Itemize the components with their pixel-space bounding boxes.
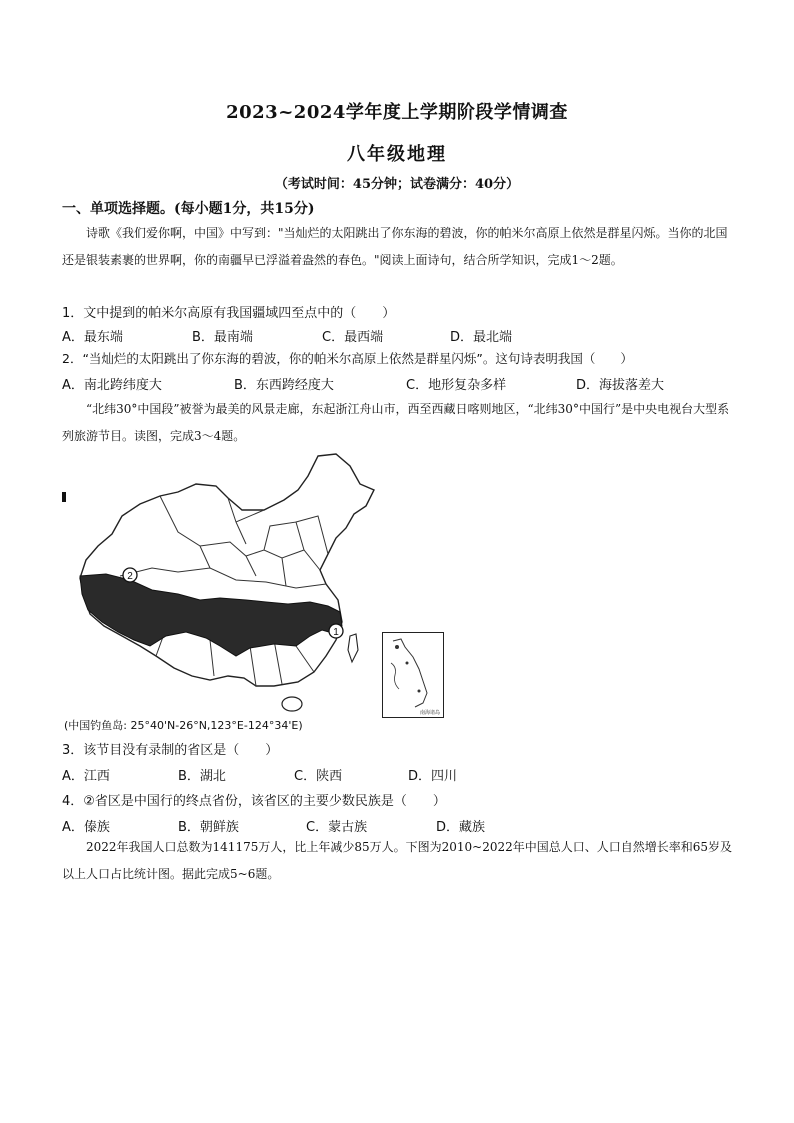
question-4: 4．②省区是中国行的终点省份，该省区的主要少数民族是（ ） bbox=[62, 794, 446, 809]
question-2-options bbox=[62, 374, 742, 392]
option-a[interactable]: A．傣族 bbox=[62, 820, 110, 835]
question-1: 1．文中提到的帕米尔高原有我国疆域四至点中的（ ） bbox=[62, 306, 396, 321]
question-1-options bbox=[62, 326, 742, 344]
passage-latitude: “北纬30°中国段”被誉为最美的风景走廊，东起浙江舟山市，西至西藏日喀则地区，“北纬30°中国行”是中央电视台大型系列旅游节目。读图，完成3～4题。 bbox=[62, 402, 730, 443]
map-edge-mark bbox=[62, 492, 66, 502]
option-d[interactable]: D．四川 bbox=[408, 769, 458, 784]
question-4-options bbox=[62, 816, 742, 834]
question-3-options bbox=[62, 765, 742, 783]
inset-map bbox=[383, 633, 443, 717]
option-c[interactable]: C．地形复杂多样 bbox=[406, 378, 507, 393]
section-heading: 一、单项选择题。(每小题1分，共15分) bbox=[62, 201, 315, 217]
hainan-island bbox=[282, 697, 302, 711]
question-3: 3．该节目没有录制的省区是（ ） bbox=[62, 743, 279, 758]
option-a[interactable]: A．最东端 bbox=[62, 330, 123, 345]
taiwan-island bbox=[348, 634, 358, 662]
marker-1-label: 1 bbox=[333, 627, 339, 638]
option-c[interactable]: C．陕西 bbox=[294, 769, 343, 784]
passage-population: 2022年我国人口总数为141175万人，比上年减少85万人。下图为2010~2022年中国总人口、人口自然增长率和65岁及以上人口占比统计图。据此完成5~6题。 bbox=[62, 840, 733, 881]
marker-2-label: 2 bbox=[127, 571, 133, 582]
exam-info: （考试时间：45分钟；试卷满分：40分） bbox=[274, 177, 520, 192]
inset-label: 南海诸岛 bbox=[419, 710, 440, 716]
exam-title: 2023~2024学年度上学期阶段学情调查 bbox=[226, 102, 568, 123]
option-b[interactable]: B．东西跨经度大 bbox=[234, 378, 334, 393]
option-c[interactable]: C．最西端 bbox=[322, 330, 384, 345]
exam-subject: 八年级地理 bbox=[347, 144, 447, 165]
option-d[interactable]: D．最北端 bbox=[450, 330, 513, 345]
south-china-sea-inset bbox=[382, 632, 444, 718]
option-b[interactable]: B．湖北 bbox=[178, 769, 226, 784]
map-caption: (中国钓鱼岛: 25°40'N-26°N,123°E-124°34'E) bbox=[64, 719, 303, 732]
option-d[interactable]: D．海拔落差大 bbox=[576, 378, 665, 393]
passage-poem: 诗歌《我们爱你啊，中国》中写到："当灿烂的太阳跳出了你东海的碧波，你的帕米尔高原上依然是群星闪烁。当你的北国还是银装素裹的世界啊，你的南疆早已浮溢着盎然的春色。"阅读上面诗句，结合所学知识，完成1～2题。 bbox=[62, 226, 728, 267]
option-d[interactable]: D．藏族 bbox=[436, 820, 486, 835]
option-b[interactable]: B．最南端 bbox=[192, 330, 253, 345]
china-outline bbox=[80, 454, 374, 686]
option-b[interactable]: B．朝鲜族 bbox=[178, 820, 239, 835]
option-a[interactable]: A．江西 bbox=[62, 769, 110, 784]
option-a[interactable]: A．南北跨纬度大 bbox=[62, 378, 162, 393]
question-2: 2．“当灿烂的太阳跳出了你东海的碧波，你的帕米尔高原上依然是群星闪烁”。这句诗表明我国（ ） bbox=[62, 351, 633, 366]
option-c[interactable]: C．蒙古族 bbox=[306, 820, 368, 835]
